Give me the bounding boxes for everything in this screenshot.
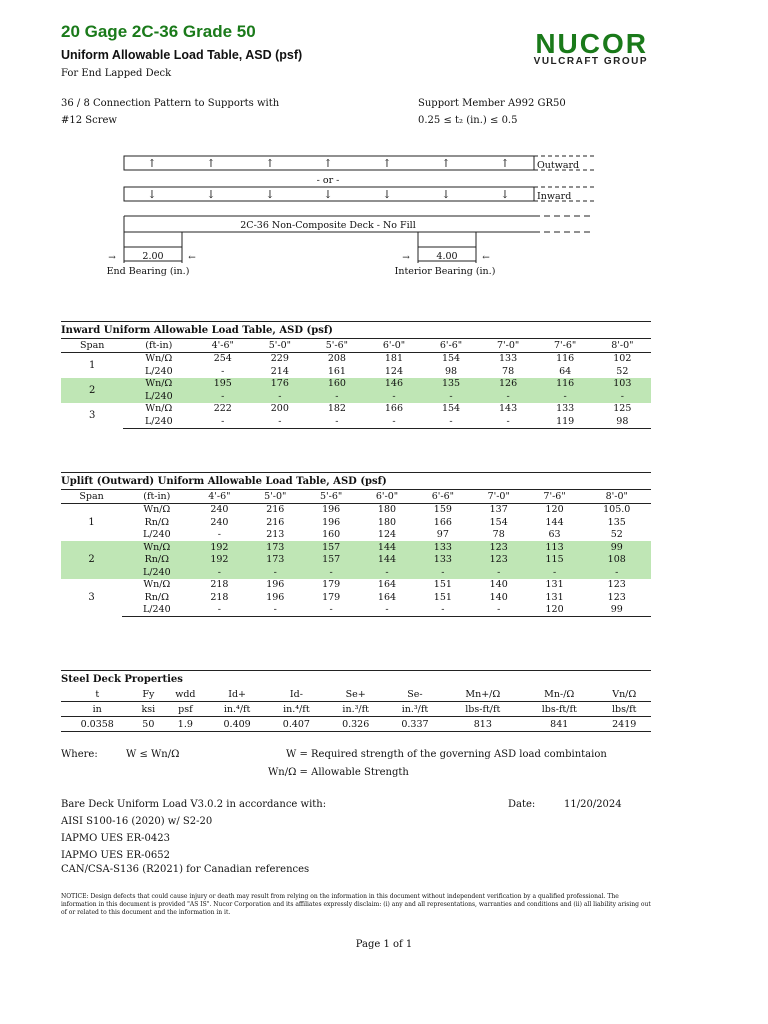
- property-value: 0.0358: [61, 717, 133, 732]
- table-cell: 135: [607, 516, 626, 528]
- column-header: 7'-0": [480, 339, 537, 353]
- row-label: L/240: [123, 390, 194, 403]
- property-unit: lbs-ft/ft: [445, 702, 521, 717]
- table-cell: -: [247, 566, 303, 579]
- table-cell: 140: [489, 579, 508, 591]
- table-cell: 123: [471, 554, 527, 567]
- table-cell: 151: [433, 591, 452, 603]
- table-cell: -: [415, 566, 471, 579]
- table-cell: 144: [359, 554, 415, 567]
- table-cell: 116: [556, 353, 575, 365]
- table-cell: 192: [191, 541, 247, 554]
- table-cell: 131: [545, 591, 564, 603]
- inward-label: Inward: [537, 191, 572, 202]
- inward-arrow-icon: ↓: [382, 188, 392, 201]
- table-cell: 137: [489, 504, 508, 516]
- table-cell: 78: [492, 529, 505, 541]
- property-value: 813: [445, 717, 521, 732]
- table-row: [61, 365, 651, 378]
- table-cell: 63: [548, 529, 561, 541]
- uplift-arrow-icon: ↑: [323, 157, 333, 170]
- uplift-arrow-icon: ↑: [382, 157, 392, 170]
- inward-load-table: [61, 321, 651, 429]
- table-row: [61, 415, 651, 428]
- property-unit: in.⁴/ft: [267, 702, 326, 717]
- uplift-arrow-icon: ↑: [147, 157, 157, 170]
- property-unit: in: [61, 702, 133, 717]
- column-header: 4'-6": [194, 339, 251, 353]
- table-cell: 196: [322, 504, 341, 516]
- table-cell: 102: [613, 353, 632, 365]
- table-cell: 159: [433, 504, 452, 516]
- property-symbol: Id+: [228, 688, 246, 700]
- table-cell: 195: [194, 378, 251, 391]
- column-header: 8'-0": [583, 490, 652, 504]
- inward-arrow-icon: ↓: [265, 188, 275, 201]
- table-cell: 181: [384, 353, 404, 365]
- reference-line: AISI S100-16 (2020) w/ S2-20: [61, 816, 213, 827]
- column-header: 7'-6": [527, 490, 583, 504]
- table-cell: 119: [537, 415, 594, 428]
- table-cell: 133: [499, 353, 518, 365]
- row-label: Wn/Ω: [122, 541, 191, 554]
- table-caption: Steel Deck Properties: [61, 671, 651, 688]
- table-cell: 133: [415, 554, 471, 567]
- uplift-load-table: [61, 472, 651, 617]
- span-count: 3: [88, 592, 95, 603]
- w-definition: W = Required strength of the governing ASD load combintaion: [286, 749, 607, 760]
- property-unit: ksi: [133, 702, 163, 717]
- table-cell: -: [423, 390, 480, 403]
- property-symbol: Id-: [289, 688, 303, 700]
- table-cell: -: [527, 566, 583, 579]
- table-cell: 218: [210, 579, 229, 591]
- table-cell: 124: [384, 365, 404, 377]
- table-cell: -: [221, 365, 225, 377]
- table-cell: 216: [266, 504, 285, 516]
- column-header: 5'-0": [247, 490, 303, 504]
- left-arrow-icon: ←: [482, 253, 490, 263]
- property-symbol: Se-: [407, 688, 423, 700]
- table-cell: 99: [583, 541, 652, 554]
- interior-bearing-value: 4.00: [436, 251, 458, 262]
- table-cell: 196: [322, 516, 341, 528]
- table-cell: 213: [266, 529, 285, 541]
- column-header: 7'-0": [471, 490, 527, 504]
- table-cell: 123: [471, 541, 527, 554]
- table-row: [61, 403, 651, 416]
- table-cell: -: [359, 566, 415, 579]
- load-diagram: [0, 148, 768, 280]
- table-cell: 216: [266, 516, 285, 528]
- column-header: Span: [61, 339, 123, 353]
- table-row: [61, 529, 651, 542]
- table-cell: -: [583, 566, 652, 579]
- table-cell: 157: [303, 541, 359, 554]
- property-unit: lbs/ft: [597, 702, 651, 717]
- span-count: 2: [61, 378, 123, 403]
- table-cell: 135: [423, 378, 480, 391]
- table-cell: -: [415, 604, 471, 617]
- property-symbol: t: [95, 688, 100, 700]
- left-arrow-icon: ←: [188, 253, 196, 263]
- column-header: 6'-6": [423, 339, 480, 353]
- table-row: [61, 352, 651, 365]
- inward-arrow-icon: ↓: [500, 188, 510, 201]
- table-cell: 214: [270, 365, 289, 377]
- uplift-arrow-icon: ↑: [500, 157, 510, 170]
- table-cell: 192: [191, 554, 247, 567]
- table-cell: 157: [303, 554, 359, 567]
- column-header: 6'-0": [359, 490, 415, 504]
- table-cell: -: [247, 604, 303, 617]
- table-cell: 166: [384, 403, 404, 415]
- property-value: 50: [133, 717, 163, 732]
- table-cell: 52: [616, 365, 629, 377]
- property-unit: in.⁴/ft: [207, 702, 266, 717]
- where-condition: W ≤ Wn/Ω: [126, 749, 180, 760]
- table-cell: 222: [213, 403, 232, 415]
- row-label: Rn/Ω: [144, 516, 169, 528]
- wn-definition: Wn/Ω = Allowable Strength: [268, 767, 409, 778]
- table-row: [61, 378, 651, 391]
- property-value: 0.337: [385, 717, 444, 732]
- table-cell: -: [537, 390, 594, 403]
- table-cell: 113: [527, 541, 583, 554]
- table-cell: 151: [433, 579, 452, 591]
- row-label: L/240: [122, 566, 191, 579]
- table-cell: 166: [433, 516, 452, 528]
- table-cell: 97: [436, 529, 449, 541]
- table-cell: 254: [213, 353, 232, 365]
- table-cell: 164: [377, 579, 397, 591]
- column-header: 5'-6": [303, 490, 359, 504]
- column-header: 7'-6": [537, 339, 594, 353]
- span-count: 1: [88, 516, 95, 528]
- table-cell: 180: [377, 516, 397, 528]
- property-symbol: Mn-/Ω: [544, 688, 575, 700]
- date-value: 11/20/2024: [564, 799, 622, 810]
- table-cell: 179: [322, 579, 341, 591]
- table-cell: -: [217, 529, 222, 541]
- table-cell: 125: [613, 403, 632, 415]
- references-intro: Bare Deck Uniform Load V3.0.2 in accordance with:: [61, 799, 327, 810]
- column-header: 6'-0": [365, 339, 422, 353]
- table-cell: -: [308, 415, 365, 428]
- table-cell: 133: [415, 541, 471, 554]
- reference-line: IAPMO UES ER-0423: [61, 833, 170, 844]
- end-bearing-value: 2.00: [142, 251, 164, 262]
- table-cell: -: [471, 604, 527, 617]
- uplift-arrow-icon: ↑: [265, 157, 275, 170]
- table-cell: 173: [247, 541, 303, 554]
- table-cell: 196: [266, 579, 285, 591]
- table-cell: 133: [556, 403, 575, 415]
- table-cell: 144: [359, 541, 415, 554]
- steel-deck-properties-table: [61, 670, 651, 732]
- table-row: [61, 566, 651, 579]
- table-cell: 126: [480, 378, 537, 391]
- property-unit: in.³/ft: [385, 702, 444, 717]
- table-cell: 64: [559, 365, 572, 377]
- table-cell: 98: [594, 415, 651, 428]
- table-cell: -: [480, 415, 537, 428]
- row-label: L/240: [122, 604, 191, 617]
- table-cell: 99: [583, 604, 652, 617]
- table-cell: 120: [545, 504, 564, 516]
- row-label: Wn/Ω: [145, 403, 173, 415]
- legal-notice: NOTICE: Design defects that could cause injury or death may result from relying on the information in this document without independent verification by a qualified professional. The information in this document is provided "AS IS". Nucor Corporation and its affiliates expressly disclaim: (i) any and all representations, warranties and conditions and (ii) all liability arising out of or related to this document and the information in it.: [61, 893, 651, 916]
- table-cell: 103: [594, 378, 651, 391]
- table-cell: 146: [365, 378, 422, 391]
- vulcraft-group-logo: VULCRAFT GROUP: [533, 56, 648, 67]
- page-number: Page 1 of 1: [355, 939, 413, 950]
- property-symbol: Se+: [345, 688, 366, 700]
- table-cell: -: [308, 390, 365, 403]
- row-label: Wn/Ω: [145, 353, 173, 365]
- table-row: [61, 604, 651, 617]
- row-label: Wn/Ω: [143, 579, 171, 591]
- row-label: L/240: [123, 415, 194, 428]
- document-subtitle: Uniform Allowable Load Table, ASD (psf): [61, 48, 303, 62]
- row-label: L/240: [142, 529, 171, 541]
- table-cell: 173: [247, 554, 303, 567]
- column-header: (ft-in): [122, 490, 191, 504]
- row-label: Rn/Ω: [122, 554, 191, 567]
- where-label: Where:: [61, 749, 98, 760]
- connection-line-1: 36 / 8 Connection Pattern to Supports with: [61, 98, 280, 109]
- table-cell: -: [303, 566, 359, 579]
- table-cell: 115: [527, 554, 583, 567]
- table-row: [61, 579, 651, 592]
- table-cell: 144: [545, 516, 564, 528]
- table-cell: 78: [502, 365, 515, 377]
- document-title: 20 Gage 2C-36 Grade 50: [61, 22, 256, 41]
- inward-arrow-icon: ↓: [147, 188, 157, 201]
- table-cell: 164: [377, 591, 397, 603]
- table-cell: 176: [251, 378, 308, 391]
- row-label: Rn/Ω: [144, 591, 169, 603]
- inward-arrow-icon: ↓: [206, 188, 216, 201]
- property-symbol: wdd: [175, 688, 196, 700]
- span-count: 2: [61, 541, 122, 579]
- inward-arrow-icon: ↓: [323, 188, 333, 201]
- table-cell: 154: [441, 353, 461, 365]
- table-cell: 154: [489, 516, 508, 528]
- table-cell: -: [191, 604, 247, 617]
- table-cell: -: [251, 415, 308, 428]
- column-header: 6'-6": [415, 490, 471, 504]
- property-unit: in.³/ft: [326, 702, 385, 717]
- table-cell: -: [365, 415, 422, 428]
- table-row: [61, 554, 651, 567]
- property-symbol: Fy: [142, 688, 155, 700]
- table-caption: Inward Uniform Allowable Load Table, ASD (psf): [61, 322, 651, 339]
- table-cell: 180: [377, 504, 397, 516]
- table-cell: 182: [327, 403, 346, 415]
- span-count: 1: [89, 359, 96, 371]
- property-value: 1.9: [163, 717, 207, 732]
- right-arrow-icon: →: [108, 253, 116, 263]
- interior-bearing-label: Interior Bearing (in.): [394, 266, 496, 277]
- table-row: [61, 516, 651, 529]
- table-cell: 208: [327, 353, 346, 365]
- table-caption: Uplift (Outward) Uniform Allowable Load Table, ASD (psf): [61, 473, 651, 490]
- inward-arrow-icon: ↓: [441, 188, 451, 201]
- table-cell: 123: [607, 591, 626, 603]
- connection-line-2: #12 Screw: [61, 115, 117, 126]
- deck-note: For End Lapped Deck: [61, 68, 172, 79]
- table-cell: 140: [489, 591, 508, 603]
- property-unit: psf: [163, 702, 207, 717]
- table-cell: 196: [266, 591, 285, 603]
- table-cell: 179: [322, 591, 341, 603]
- table-cell: 52: [610, 529, 623, 541]
- table-cell: -: [471, 566, 527, 579]
- table-cell: 124: [377, 529, 397, 541]
- table-cell: 229: [270, 353, 289, 365]
- table-row: [61, 503, 651, 516]
- column-header: (ft-in): [123, 339, 194, 353]
- table-cell: 240: [210, 516, 229, 528]
- uplift-arrow-icon: ↑: [206, 157, 216, 170]
- support-line-2: 0.25 ≤ t₂ (in.) ≤ 0.5: [418, 115, 518, 126]
- table-cell: -: [365, 390, 422, 403]
- table-cell: 98: [444, 365, 458, 377]
- column-header: Span: [61, 490, 122, 504]
- table-cell: -: [194, 390, 251, 403]
- table-cell: 161: [327, 365, 346, 377]
- right-arrow-icon: →: [402, 253, 410, 263]
- table-cell: 154: [441, 403, 461, 415]
- table-cell: -: [359, 604, 415, 617]
- row-label: Wn/Ω: [143, 504, 171, 516]
- column-header: 5'-6": [308, 339, 365, 353]
- table-cell: -: [191, 566, 247, 579]
- property-value: 0.409: [207, 717, 266, 732]
- table-cell: -: [251, 390, 308, 403]
- table-cell: -: [480, 390, 537, 403]
- end-bearing-label: End Bearing (in.): [106, 266, 190, 277]
- date-label: Date:: [508, 799, 536, 810]
- column-header: 4'-6": [191, 490, 247, 504]
- row-label: L/240: [145, 365, 173, 377]
- property-symbol: Mn+/Ω: [465, 688, 501, 700]
- or-label: - or -: [316, 175, 340, 186]
- support-line-1: Support Member A992 GR50: [418, 98, 566, 109]
- table-cell: 200: [270, 403, 289, 415]
- table-cell: 123: [607, 579, 626, 591]
- property-value: 0.326: [326, 717, 385, 732]
- uplift-arrow-icon: ↑: [441, 157, 451, 170]
- table-cell: 120: [527, 604, 583, 617]
- table-cell: -: [303, 604, 359, 617]
- outward-label: Outward: [537, 160, 580, 171]
- column-header: 8'-0": [594, 339, 651, 353]
- table-cell: 131: [545, 579, 564, 591]
- table-row: [61, 541, 651, 554]
- reference-line: IAPMO UES ER-0652: [61, 850, 170, 861]
- table-cell: -: [423, 415, 480, 428]
- table-cell: -: [594, 390, 651, 403]
- table-cell: 240: [210, 504, 229, 516]
- table-cell: 160: [308, 378, 365, 391]
- table-cell: 116: [537, 378, 594, 391]
- table-cell: -: [194, 415, 251, 428]
- property-value: 841: [521, 717, 597, 732]
- table-cell: 218: [210, 591, 229, 603]
- property-value: 2419: [597, 717, 651, 732]
- property-value: 0.407: [267, 717, 326, 732]
- table-cell: 105.0: [603, 504, 631, 516]
- table-cell: 143: [499, 403, 518, 415]
- span-count: 3: [89, 409, 96, 421]
- table-cell: 160: [322, 529, 341, 541]
- reference-line: CAN/CSA-S136 (R2021) for Canadian references: [61, 864, 310, 875]
- table-row: [61, 390, 651, 403]
- column-header: 5'-0": [251, 339, 308, 353]
- table-row: [61, 591, 651, 604]
- nucor-logo: NUCOR: [535, 28, 648, 59]
- row-label: Wn/Ω: [123, 378, 194, 391]
- property-unit: lbs-ft/ft: [521, 702, 597, 717]
- deck-label: 2C-36 Non-Composite Deck - No Fill: [240, 220, 416, 231]
- table-cell: 108: [583, 554, 652, 567]
- property-symbol: Vn/Ω: [612, 688, 637, 700]
